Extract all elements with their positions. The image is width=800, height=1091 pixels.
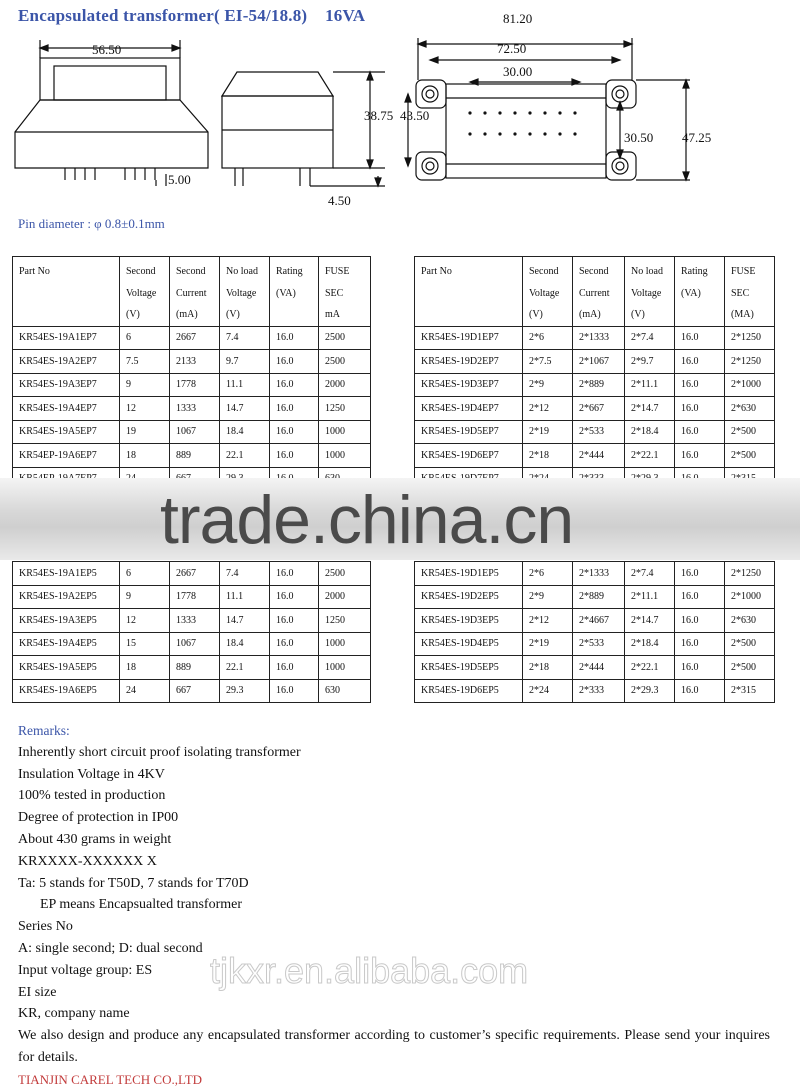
- table-cell: 667: [170, 679, 220, 703]
- table-cell: 2*14.7: [625, 609, 675, 633]
- table-cell: 14.7: [220, 397, 270, 421]
- table-cell: 16.0: [675, 656, 725, 680]
- part-number-cell: KR54ES-19A5EP5: [13, 656, 120, 680]
- table-cell: 14.7: [220, 609, 270, 633]
- table-body: [415, 326, 775, 491]
- table-cell: 630: [319, 679, 371, 703]
- table-cell: 889: [170, 656, 220, 680]
- remark-line: Series No: [18, 919, 73, 935]
- front-view-drawing: [15, 40, 208, 186]
- part-number-cell: KR54ES-19A1EP5: [13, 562, 120, 586]
- table-cell: 1333: [170, 609, 220, 633]
- table-cell: 16.0: [675, 562, 725, 586]
- table-cell: 2*11.1: [625, 373, 675, 397]
- dim-pin-pitch: 5.00: [168, 172, 191, 187]
- table-cell: 2*6: [523, 326, 573, 350]
- table-cell: 2*444: [573, 444, 625, 468]
- table-cell: 2133: [170, 350, 220, 374]
- table-cell: 2*24: [523, 679, 573, 703]
- table-row: [13, 444, 371, 468]
- table-cell: 16.0: [675, 420, 725, 444]
- part-number-cell: KR54ES-19D5EP5: [415, 656, 523, 680]
- table-cell: 2500: [319, 350, 371, 374]
- table-row: [13, 373, 371, 397]
- table-cell: 2*19: [523, 632, 573, 656]
- table-cell: 1000: [319, 420, 371, 444]
- table-cell: 2*889: [573, 373, 625, 397]
- table-cell: 2*1250: [725, 326, 775, 350]
- table-cell: 2*9.7: [625, 350, 675, 374]
- table-cell: 12: [120, 397, 170, 421]
- remark-line: We also design and produce any encapsulated transformer according to customer’s specific requirements. Please send your inquires for details.: [18, 1028, 770, 1065]
- table-cell: 16.0: [675, 397, 725, 421]
- table-cell: 2*14.7: [625, 397, 675, 421]
- page-title: Encapsulated transformer( EI-54/18.8) 16VA: [18, 6, 366, 25]
- table-cell: 1067: [170, 632, 220, 656]
- remark-line: About 430 grams in weight: [18, 831, 172, 847]
- table-cell: 18: [120, 656, 170, 680]
- table-cell: 16.0: [675, 373, 725, 397]
- table-cell: 29.3: [220, 679, 270, 703]
- table-cell: 11.1: [220, 373, 270, 397]
- table-cell: 16.0: [675, 632, 725, 656]
- table-cell: 7.4: [220, 562, 270, 586]
- table-cell: 1067: [170, 420, 220, 444]
- col-header-rating: Rating (VA): [270, 257, 319, 327]
- table-cell: 2*630: [725, 609, 775, 633]
- dim-depth-outer: 47.25: [682, 130, 712, 145]
- table-cell: 16.0: [270, 632, 319, 656]
- part-number-cell: KR54ES-19A2EP7: [13, 350, 120, 374]
- table-row: [415, 632, 775, 656]
- table-row: [13, 609, 371, 633]
- table-cell: 12: [120, 609, 170, 633]
- part-number-cell: KR54ES-19A4EP5: [13, 632, 120, 656]
- table-cell: 2000: [319, 373, 371, 397]
- table-cell: 2500: [319, 326, 371, 350]
- col-header-second-current: Second Current (mA): [573, 257, 625, 327]
- table-row: [415, 373, 775, 397]
- table-cell: 2500: [319, 562, 371, 586]
- table-row: [13, 632, 371, 656]
- table-cell: 2*18: [523, 656, 573, 680]
- table-cell: 2*667: [573, 397, 625, 421]
- table-cell: 2*500: [725, 444, 775, 468]
- table-cell: 9: [120, 585, 170, 609]
- remarks-heading: Remarks:: [18, 723, 70, 738]
- dim-total-length: 81.20: [503, 11, 533, 26]
- table-cell: 2*1250: [725, 562, 775, 586]
- part-number-cell: KR54ES-19D6EP5: [415, 679, 523, 703]
- table-cell: 16.0: [675, 679, 725, 703]
- col-header-part-no: Part No: [415, 257, 523, 327]
- table-cell: 1250: [319, 609, 371, 633]
- table-cell: 2*333: [573, 679, 625, 703]
- table-row: [415, 444, 775, 468]
- table-cell: 7.4: [220, 326, 270, 350]
- table-cell: 2*533: [573, 632, 625, 656]
- table-cell: 24: [120, 679, 170, 703]
- col-header-second-voltage: Second Voltage (V): [523, 257, 573, 327]
- table-cell: 16.0: [675, 444, 725, 468]
- table-body: [415, 562, 775, 703]
- col-header-second-voltage: Second Voltage (V): [120, 257, 170, 327]
- part-number-cell: KR54ES-19D1EP5: [415, 562, 523, 586]
- table-cell: 2*630: [725, 397, 775, 421]
- part-number-cell: KR54ES-19D1EP7: [415, 326, 523, 350]
- footer-watermark: tjkxr.en.alibaba.com: [210, 950, 529, 991]
- watermark-text: trade.china.cn: [160, 482, 574, 558]
- table-header-row: [415, 257, 775, 327]
- remark-line: 100% tested in production: [18, 788, 166, 804]
- table-cell: 6: [120, 562, 170, 586]
- part-number-cell: KR54ES-19D2EP7: [415, 350, 523, 374]
- table-row: [13, 562, 371, 586]
- dim-body: 30.00: [503, 64, 533, 79]
- part-number-cell: KR54ES-19A6EP5: [13, 679, 120, 703]
- table-cell: 6: [120, 326, 170, 350]
- table-body: [13, 326, 371, 491]
- table-cell: 2*6: [523, 562, 573, 586]
- table-cell: 2*18.4: [625, 420, 675, 444]
- table-cell: 2*7.4: [625, 562, 675, 586]
- part-number-cell: KR54ES-19A3EP5: [13, 609, 120, 633]
- table-cell: 16.0: [270, 679, 319, 703]
- dim-height: 38.75: [364, 108, 394, 123]
- table-cell: 1333: [170, 397, 220, 421]
- spec-table-dual-ep5: [414, 561, 775, 703]
- part-number-cell: KR54ES-19D4EP5: [415, 632, 523, 656]
- table-cell: 9.7: [220, 350, 270, 374]
- table-cell: 18.4: [220, 420, 270, 444]
- table-cell: 2*22.1: [625, 656, 675, 680]
- table-cell: 2*9: [523, 373, 573, 397]
- table-cell: 2*22.1: [625, 444, 675, 468]
- part-number-cell: KR54ES-19D4EP7: [415, 397, 523, 421]
- table-cell: 16.0: [270, 397, 319, 421]
- side-view-drawing: [222, 72, 385, 186]
- table-cell: 2*1333: [573, 326, 625, 350]
- spec-table-dual-ep7: [414, 256, 775, 491]
- part-number-cell: KR54ES-19D3EP7: [415, 373, 523, 397]
- table-cell: 2*533: [573, 420, 625, 444]
- col-header-fuse: FUSE SEC mA: [319, 257, 371, 327]
- col-header-rating: Rating (VA): [675, 257, 725, 327]
- table-row: [415, 585, 775, 609]
- table-cell: 11.1: [220, 585, 270, 609]
- table-cell: 2*18.4: [625, 632, 675, 656]
- table-header-row: [13, 257, 371, 327]
- table-cell: 2*1000: [725, 585, 775, 609]
- remark-line: Degree of protection in IP00: [18, 810, 179, 826]
- table-row: [13, 679, 371, 703]
- table-row: [415, 397, 775, 421]
- part-number-cell: KR54ES-19A4EP7: [13, 397, 120, 421]
- remark-line: A: single second; D: dual second: [18, 940, 203, 956]
- table-cell: 2*19: [523, 420, 573, 444]
- dim-width-front: 56.50: [92, 42, 122, 57]
- dim-height-mount: 43.50: [400, 108, 430, 123]
- table-cell: 2*500: [725, 420, 775, 444]
- part-number-cell: KR54ES-19D6EP7: [415, 444, 523, 468]
- remark-line: Inherently short circuit proof isolating transformer: [18, 744, 301, 760]
- table-cell: 2667: [170, 562, 220, 586]
- table-cell: 18: [120, 444, 170, 468]
- table-cell: 22.1: [220, 444, 270, 468]
- table-cell: 1778: [170, 373, 220, 397]
- table-cell: 2*4667: [573, 609, 625, 633]
- table-cell: 16.0: [675, 609, 725, 633]
- part-number-cell: KR54ES-19A5EP7: [13, 420, 120, 444]
- pin-diameter-note: Pin diameter : φ 0.8±0.1mm: [18, 216, 165, 231]
- part-number-cell: KR54ES-19A3EP7: [13, 373, 120, 397]
- table-cell: 2*11.1: [625, 585, 675, 609]
- table-cell: 18.4: [220, 632, 270, 656]
- table-cell: 16.0: [675, 585, 725, 609]
- part-number-cell: KR54ES-19D3EP5: [415, 609, 523, 633]
- table-cell: 2*29.3: [625, 679, 675, 703]
- table-cell: 2667: [170, 326, 220, 350]
- dim-pin-length: 4.50: [328, 193, 351, 208]
- col-header-no-load-voltage: No load Voltage (V): [220, 257, 270, 327]
- col-header-fuse: FUSE SEC (MA): [725, 257, 775, 327]
- part-number-cell: KR54ES-19A2EP5: [13, 585, 120, 609]
- table-row: [13, 656, 371, 680]
- table-cell: 2*1067: [573, 350, 625, 374]
- top-view-drawing: [405, 38, 690, 180]
- table-cell: 1000: [319, 656, 371, 680]
- table-row: [13, 397, 371, 421]
- remark-line: Ta: 5 stands for T50D, 7 stands for T70D: [18, 875, 249, 891]
- table-cell: 2*1333: [573, 562, 625, 586]
- table-cell: 2*12: [523, 609, 573, 633]
- table-cell: 2*9: [523, 585, 573, 609]
- part-number-cell: KR54EP-19A6EP7: [13, 444, 120, 468]
- remark-line: KRXXXX-XXXXXX X: [18, 853, 157, 869]
- table-cell: 2*7.5: [523, 350, 573, 374]
- spec-table-single-ep7: [12, 256, 371, 491]
- col-header-no-load-voltage: No load Voltage (V): [625, 257, 675, 327]
- remark-line: EI size: [18, 984, 57, 1000]
- remark-line: Input voltage group: ES: [18, 962, 153, 978]
- table-cell: 16.0: [270, 444, 319, 468]
- table-cell: 889: [170, 444, 220, 468]
- table-row: [415, 562, 775, 586]
- table-cell: 19: [120, 420, 170, 444]
- remark-line: EP means Encapsualted transformer: [40, 897, 243, 913]
- table-row: [13, 585, 371, 609]
- pin-dots: [468, 111, 576, 135]
- table-cell: 9: [120, 373, 170, 397]
- table-cell: 22.1: [220, 656, 270, 680]
- table-cell: 16.0: [675, 350, 725, 374]
- table-cell: 16.0: [270, 420, 319, 444]
- table-cell: 2*500: [725, 632, 775, 656]
- part-number-cell: KR54ES-19A1EP7: [13, 326, 120, 350]
- table-row: [415, 609, 775, 633]
- table-cell: 16.0: [270, 656, 319, 680]
- table-row: [415, 420, 775, 444]
- table-row: [415, 656, 775, 680]
- table-cell: 2*12: [523, 397, 573, 421]
- company-name: TIANJIN CAREL TECH CO.,LTD: [18, 1071, 203, 1087]
- table-cell: 7.5: [120, 350, 170, 374]
- remark-line: Insulation Voltage in 4KV: [18, 766, 165, 782]
- table-cell: 16.0: [270, 585, 319, 609]
- table-cell: 16.0: [270, 562, 319, 586]
- table-cell: 2000: [319, 585, 371, 609]
- table-row: [13, 326, 371, 350]
- table-cell: 2*889: [573, 585, 625, 609]
- table-cell: 16.0: [270, 609, 319, 633]
- table-cell: 1778: [170, 585, 220, 609]
- table-row: [13, 420, 371, 444]
- remark-line: KR, company name: [18, 1006, 130, 1022]
- table-row: [415, 326, 775, 350]
- table-cell: 2*1250: [725, 350, 775, 374]
- table-cell: 16.0: [270, 326, 319, 350]
- remarks-section: [18, 720, 770, 1091]
- col-header-second-current: Second Current (mA): [170, 257, 220, 327]
- dim-mount-spacing: 72.50: [497, 41, 527, 56]
- table-row: [415, 679, 775, 703]
- table-cell: 2*1000: [725, 373, 775, 397]
- dim-depth-inner: 30.50: [624, 130, 654, 145]
- table-row: [13, 350, 371, 374]
- table-cell: 2*315: [725, 679, 775, 703]
- table-cell: 1000: [319, 444, 371, 468]
- spec-table-single-ep5: [12, 561, 371, 703]
- table-cell: 2*18: [523, 444, 573, 468]
- table-cell: 2*500: [725, 656, 775, 680]
- col-header-part-no: Part No: [13, 257, 120, 327]
- table-cell: 16.0: [270, 350, 319, 374]
- part-number-cell: KR54ES-19D5EP7: [415, 420, 523, 444]
- table-cell: 2*444: [573, 656, 625, 680]
- table-cell: 16.0: [675, 326, 725, 350]
- table-cell: 2*7.4: [625, 326, 675, 350]
- part-number-cell: KR54ES-19D2EP5: [415, 585, 523, 609]
- table-cell: 1000: [319, 632, 371, 656]
- table-cell: 15: [120, 632, 170, 656]
- table-row: [415, 350, 775, 374]
- table-cell: 16.0: [270, 373, 319, 397]
- table-body: [13, 562, 371, 703]
- table-cell: 1250: [319, 397, 371, 421]
